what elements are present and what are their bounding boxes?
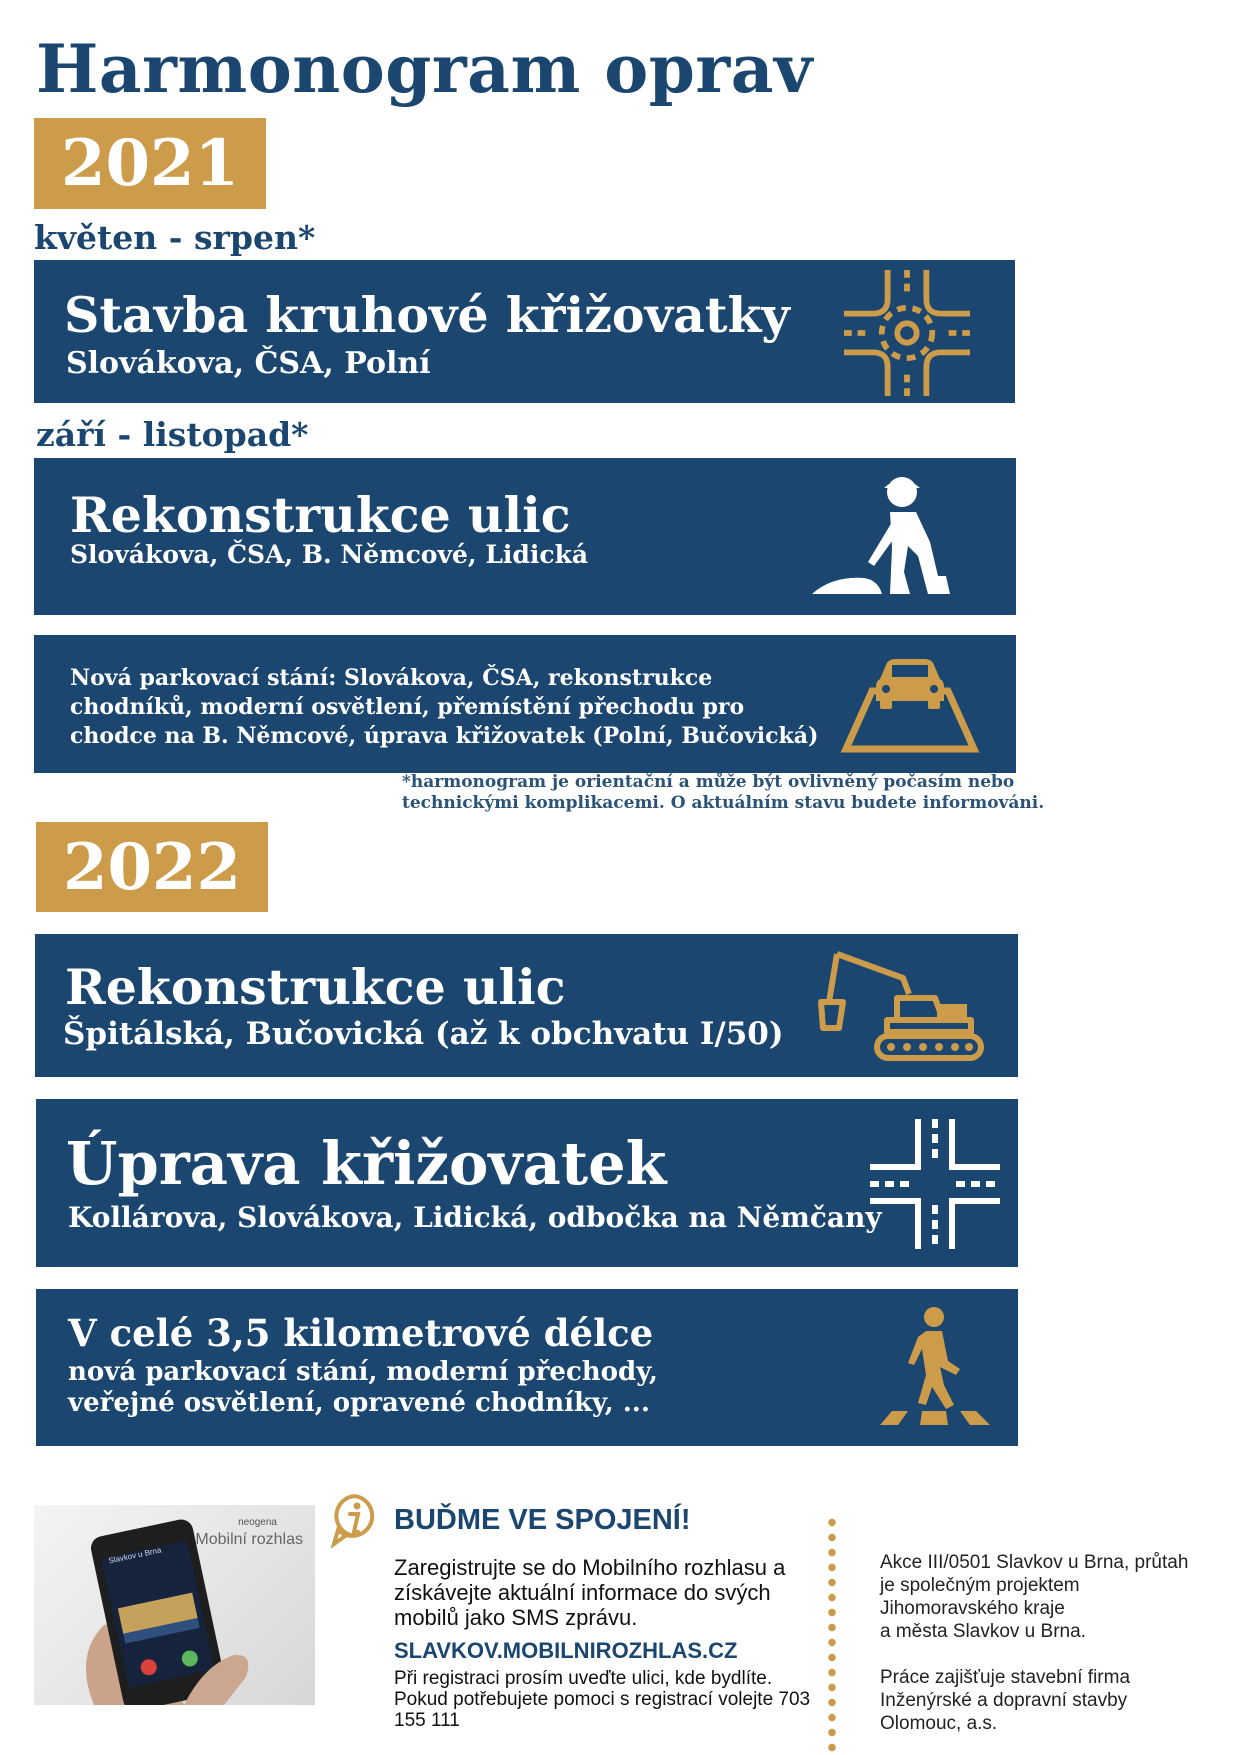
mobile-radio-link[interactable]: SLAVKOV.MOBILNIROZHLAS.CZ — [394, 1638, 738, 1663]
panel-roundabout — [34, 260, 1015, 403]
phone-screen-text: Slavkov u Brna — [107, 1545, 163, 1566]
parking-car-icon — [840, 657, 980, 757]
panel-subtitle: Slovákova, ČSA, Polní — [66, 346, 431, 381]
register-text: Zaregistrujte se do Mobilního rozhlasu a získávejte aktuální informace do svých mobilů jako SMS zprávu. — [394, 1555, 786, 1630]
project-info-line: je společným projektem — [880, 1575, 1080, 1596]
dotted-divider — [828, 1515, 836, 1755]
product-label: Mobilní rozhlas — [195, 1531, 303, 1548]
contractor-info-line: Práce zajišťuje stavební firma — [880, 1667, 1131, 1688]
crossroads-icon — [870, 1119, 1000, 1249]
panel-subtitle: Slovákova, ČSA, B. Němcové, Lidická — [70, 540, 589, 569]
contractor-info-line: Olomouc, a.s. — [880, 1713, 998, 1734]
panel-title: Úprava křižovatek — [66, 1129, 667, 1198]
schedule-footnote — [402, 772, 1044, 814]
parking-text-line-1: Nová parkovací stání: Slovákova, ČSA, rekonstrukce — [70, 665, 713, 691]
project-info — [880, 1551, 1225, 1643]
excavator-icon — [817, 948, 987, 1068]
footnote-line-2: technickými komplikacemi. O aktuálním stavu budete informováni. — [402, 793, 1045, 813]
stay-connected-heading: BUĎME VE SPOJENÍ! — [394, 1504, 691, 1536]
panel-title: V celé 3,5 kilometrové délce — [68, 1311, 654, 1355]
panel-subtitle: Špitálská, Bučovická (až k obchvatu I/50) — [63, 1016, 784, 1052]
panel-street-reconstruction-2021 — [34, 458, 1016, 615]
project-info-line: a města Slavkov u Brna. — [880, 1621, 1086, 1642]
parking-text-line-2: chodníků, moderní osvětlení, přemístění přechodu pro — [70, 694, 745, 720]
panel-title: Rekonstrukce ulic — [70, 486, 571, 544]
pedestrian-crossing-icon — [874, 1305, 994, 1425]
period-may-august: květen - srpen* — [34, 218, 316, 257]
road-worker-icon — [812, 472, 972, 602]
panel-line-1: nová parkovací stání, moderní přechody, — [68, 1357, 658, 1387]
brand-label: neogena — [238, 1517, 277, 1528]
period-september-november: září - listopad* — [36, 415, 309, 454]
panel-full-length-2022 — [36, 1289, 1018, 1446]
project-info-line: Jihomoravského kraje — [880, 1598, 1065, 1619]
panel-street-reconstruction-2022 — [35, 934, 1018, 1077]
panel-title: Rekonstrukce ulic — [65, 958, 566, 1016]
parking-text-line-3: chodce na B. Němcové, úprava křižovatek (Polní, Bučovická) — [70, 723, 819, 749]
info-icon — [330, 1492, 378, 1548]
panel-intersections-2022 — [36, 1099, 1018, 1267]
panel-subtitle: Kollárova, Slovákova, Lidická, odbočka na Němčany — [68, 1201, 882, 1234]
project-info-line: Akce III/0501 Slavkov u Brna, průtah — [880, 1552, 1189, 1573]
footnote-line-1: *harmonogram je orientační a může být ovlivněný počasím nebo — [402, 772, 1015, 792]
panel-title: Stavba kruhové křižovatky — [64, 286, 790, 344]
panel-line-2: veřejné osvětlení, opravené chodníky, ... — [68, 1388, 650, 1418]
contractor-info-line: Inženýrské a dopravní stavby — [880, 1690, 1128, 1711]
page-title: Harmonogram oprav — [36, 30, 813, 108]
year-badge-2022: 2022 — [36, 822, 268, 912]
panel-parking-2021 — [34, 635, 1016, 773]
year-badge-2021: 2021 — [34, 118, 266, 209]
roundabout-icon — [844, 270, 970, 396]
mobile-radio-image — [34, 1505, 315, 1705]
registration-help-text: Při registraci prosím uveďte ulici, kde bydlíte. Pokud potřebujete pomoci s registrací volejte 703 155 111 — [394, 1668, 811, 1731]
contractor-info — [880, 1666, 1225, 1735]
